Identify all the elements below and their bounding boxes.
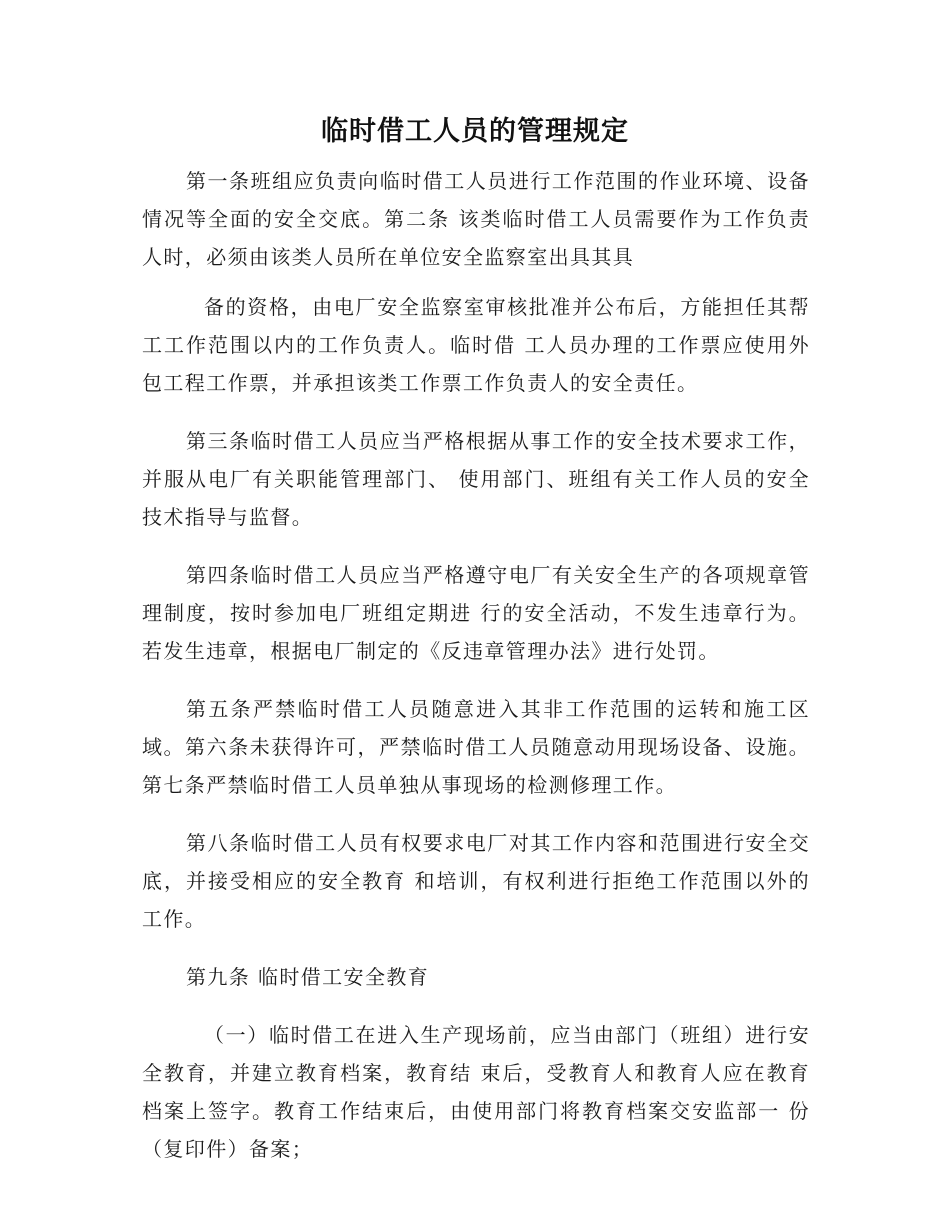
paragraph-article-1-2: 第一条班组应负责向临时借工人员进行工作范围的作业环境、设备情况等全面的安全交底。第二条 该类临时借工人员需要作为工作负责人时，必须由该类人员所在单位安全监察室出具其具 xyxy=(142,169,810,269)
document-title: 临时借工人员的管理规定 xyxy=(321,116,629,147)
paragraph-article-3: 第三条临时借工人员应当严格根据从事工作的安全技术要求工作，并服从电厂有关职能管理部门、 使用部门、班组有关工作人员的安全技术指导与监督。 xyxy=(142,429,810,529)
paragraph-article-8: 第八条临时借工人员有权要求电厂对其工作内容和范围进行安全交底，并接受相应的安全教育 和培训，有权利进行拒绝工作范围以外的工作。 xyxy=(142,831,810,931)
paragraph-article-9-heading: 第九条 临时借工安全教育 xyxy=(186,965,430,989)
document-body xyxy=(142,162,810,1188)
paragraph-article-4: 第四条临时借工人员应当严格遵守电厂有关安全生产的各项规章管理制度，按时参加电厂班组定期进 行的安全活动，不发生违章行为。若发生违章，根据电厂制定的《反违章管理办法》进行处罚。 xyxy=(142,563,810,663)
paragraph-article-9-item-1: （一）临时借工在进入生产现场前，应当由部门（班组）进行安全教育，并建立教育档案，教育结 束后，受教育人和教育人应在教育档案上签字。教育工作结束后，由使用部门将教育档案交安监部一 份（复印件）备案； xyxy=(142,1023,810,1161)
paragraph-article-2-continued: 备的资格，由电厂安全监察室审核批准并公布后，方能担任其帮工工作范围以内的工作负责人。临时借 工人员办理的工作票应使用外包工程工作票，并承担该类工作票工作负责人的安全责任。 xyxy=(142,295,810,395)
paragraph-article-5-7: 第五条严禁临时借工人员随意进入其非工作范围的运转和施工区域。第六条未获得许可，严禁临时借工人员随意动用现场设备、设施。第七条严禁临时借工人员单独从事现场的检测修理工作。 xyxy=(142,697,810,797)
